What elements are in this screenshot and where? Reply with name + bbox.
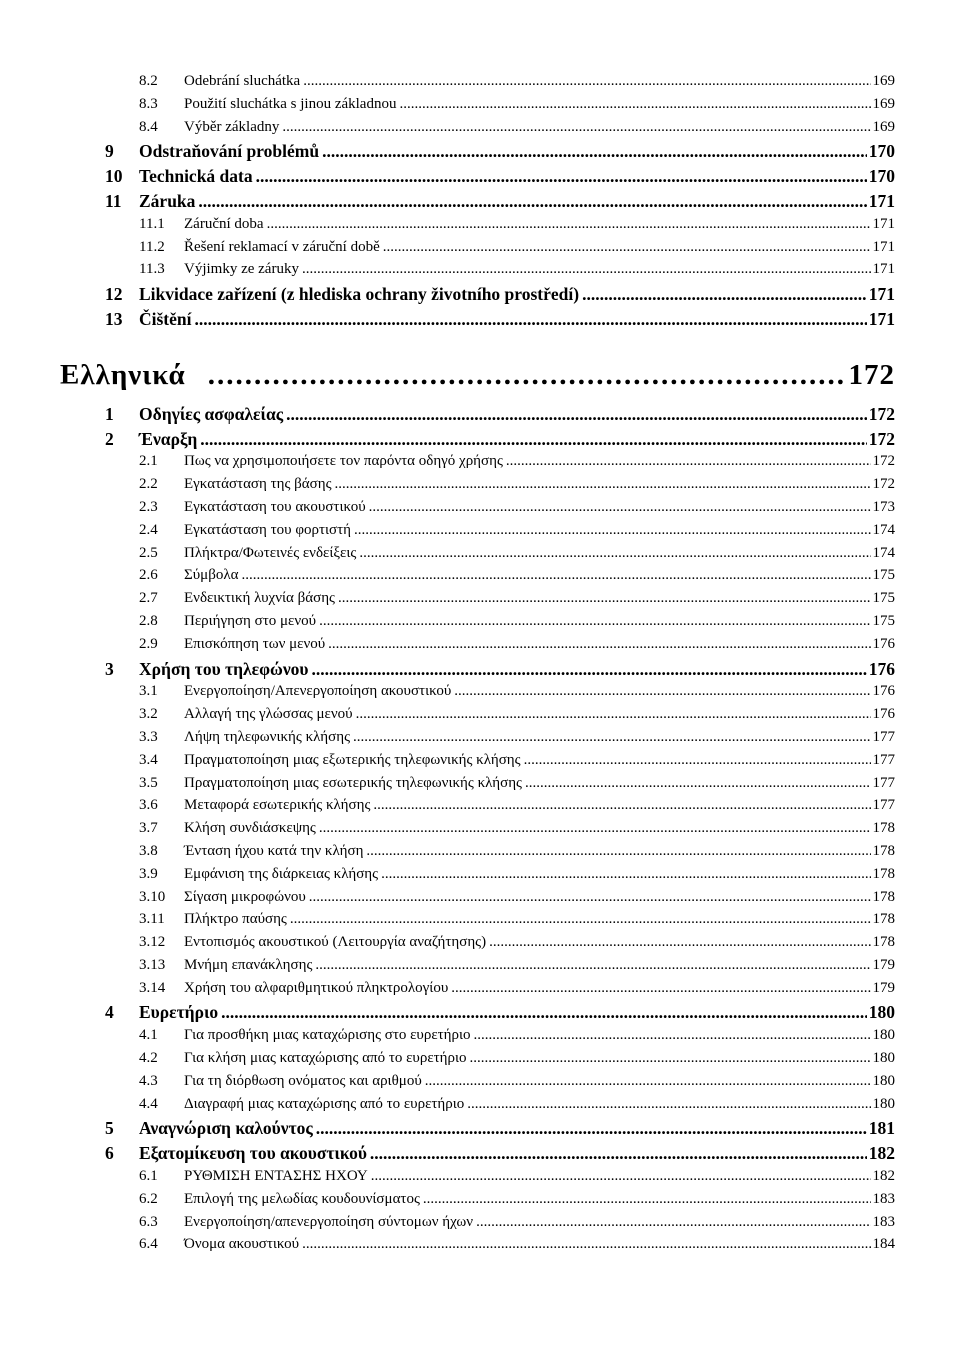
toc-subsection-entry	[0, 683, 954, 706]
dot-leader	[474, 1027, 871, 1044]
entry-title: Όνομα ακουστικού	[184, 1236, 300, 1253]
entry-page-number: 171	[868, 190, 895, 211]
entry-title: Μνήμη επανάκλησης	[184, 956, 313, 973]
entry-number: 4	[105, 1002, 114, 1023]
toc-subsection-entry	[0, 775, 954, 798]
toc-chapter-entry	[0, 429, 954, 454]
entry-number: 8.2	[139, 73, 158, 89]
entry-title: Řešení reklamací v záruční době	[184, 238, 380, 255]
dot-leader	[303, 73, 870, 90]
entry-title: Έναρξη	[139, 428, 198, 449]
entry-title: Εντοπισμός ακουστικού (Λειτουργία αναζήτησης)	[184, 934, 487, 951]
entry-number: 2.2	[139, 476, 158, 493]
dot-leader	[470, 1050, 871, 1067]
entry-title: Κλήση συνδιάσκεψης	[184, 820, 316, 837]
entry-title: Εγκατάσταση του ακουστικού	[184, 498, 366, 515]
entry-page-number: 180	[872, 1095, 895, 1112]
entry-number: 6.2	[139, 1190, 158, 1207]
toc-subsection-entry	[0, 843, 954, 866]
entry-title: Odstraňování problémů	[139, 141, 320, 162]
dot-leader	[322, 141, 867, 162]
toc-subsection-entry	[0, 119, 954, 142]
entry-title: Výjimky ze záruky	[184, 261, 299, 278]
dot-leader	[354, 522, 871, 539]
entry-number: 3.10	[139, 888, 166, 905]
entry-title: Záruka	[139, 190, 196, 211]
dot-leader	[208, 359, 843, 392]
toc-subsection-entry	[0, 545, 954, 568]
toc-subsection-entry	[0, 752, 954, 775]
entry-title: Εξατομίκευση του ακουστικού	[139, 1143, 367, 1164]
toc-chapter-entry	[0, 659, 954, 684]
entry-page-number: 169	[872, 95, 895, 112]
entry-page-number: 170	[868, 141, 895, 162]
entry-page-number: 175	[872, 590, 895, 607]
entry-number: 3.5	[139, 774, 158, 791]
dot-leader	[315, 957, 870, 974]
entry-number: 2.7	[139, 590, 158, 607]
entry-number: 13	[105, 308, 123, 329]
toc-subsection-entry	[0, 590, 954, 613]
toc-section-czech	[0, 73, 954, 334]
toc-subsection-entry	[0, 820, 954, 843]
dot-leader	[241, 567, 870, 584]
entry-number: 3	[105, 658, 114, 679]
dot-leader	[425, 1073, 871, 1090]
toc-subsection-entry	[0, 73, 954, 96]
entry-page-number: 177	[872, 751, 895, 768]
entry-page-number: 172	[868, 403, 895, 424]
entry-title: Λήψη τηλεφωνικής κλήσης	[184, 728, 351, 745]
toc-subsection-entry	[0, 1050, 954, 1073]
entry-title: Záruční doba	[184, 215, 264, 232]
toc-subsection-entry	[0, 1073, 954, 1096]
entry-page-number: 176	[872, 635, 895, 652]
entry-page-number: 174	[872, 544, 895, 561]
dot-leader	[319, 613, 870, 630]
entry-page-number: 177	[872, 728, 895, 745]
entry-number: 9	[105, 141, 114, 162]
entry-page-number: 177	[872, 774, 895, 791]
entry-page-number: 171	[868, 308, 895, 329]
entry-number: 3.4	[139, 751, 158, 768]
entry-number: 2.5	[139, 544, 158, 561]
dot-leader	[476, 1214, 870, 1231]
toc-chapter-entry	[0, 1143, 954, 1168]
entry-page-number: 178	[872, 934, 895, 951]
entry-title: Čištění	[139, 308, 192, 329]
entry-page-number: 175	[872, 567, 895, 584]
dot-leader	[302, 1236, 870, 1253]
toc-chapter-entry	[0, 191, 954, 216]
dot-leader	[282, 119, 870, 136]
dot-leader	[256, 166, 867, 187]
toc-subsection-entry	[0, 216, 954, 239]
entry-page-number: 172	[872, 476, 895, 493]
entry-number: 4.3	[139, 1072, 158, 1089]
entry-title: Για προσθήκη μιας καταχώρισης στο ευρετήριο	[184, 1027, 471, 1044]
entry-title: Οδηγίες ασφαλείας	[139, 403, 284, 424]
toc-chapter-entry	[0, 284, 954, 309]
entry-number: 3.2	[139, 706, 158, 723]
entry-title: Εγκατάσταση του φορτιστή	[184, 521, 351, 538]
entry-page-number: 172	[872, 453, 895, 470]
entry-page-number: 178	[872, 842, 895, 859]
entry-number: 4.2	[139, 1050, 158, 1067]
entry-page-number: 178	[872, 911, 895, 928]
dot-leader	[370, 1143, 867, 1164]
entry-number: 5	[105, 1118, 114, 1139]
toc-subsection-entry	[0, 889, 954, 912]
entry-title: Ευρετήριο	[139, 1002, 219, 1023]
entry-number: 6.3	[139, 1213, 158, 1230]
toc-subsection-entry	[0, 1236, 954, 1259]
entry-page-number: 169	[872, 118, 895, 135]
entry-number: 12	[105, 284, 123, 305]
entry-page-number: 182	[872, 1168, 895, 1185]
entry-title: Διαγραφή μιας καταχώρισης από το ευρετήριο	[184, 1095, 465, 1112]
entry-number: 4.1	[139, 1027, 158, 1044]
dot-leader	[309, 889, 871, 906]
dot-leader	[312, 659, 867, 680]
entry-page-number: 184	[872, 1236, 895, 1253]
toc-subsection-entry	[0, 797, 954, 820]
entry-page-number: 180	[868, 1002, 895, 1023]
toc-subsection-entry	[0, 567, 954, 590]
entry-number: 2.4	[139, 521, 158, 538]
dot-leader	[489, 934, 870, 951]
dot-leader	[319, 820, 871, 837]
entry-page-number: 171	[872, 238, 895, 255]
entry-number: 3.13	[139, 956, 166, 973]
dot-leader	[198, 191, 866, 212]
entry-title: Επισκόπηση των μενού	[184, 635, 326, 652]
dot-leader	[524, 752, 871, 769]
entry-page-number: 172	[868, 428, 895, 449]
entry-title: Χρήση του αλφαριθμητικού πληκτρολογίου	[184, 979, 449, 996]
dot-leader	[525, 775, 871, 792]
entry-number: 3.9	[139, 865, 158, 882]
toc-subsection-entry	[0, 96, 954, 119]
entry-title: Výběr základny	[184, 118, 280, 135]
entry-title: Αλλαγή της γλώσσας μενού	[184, 706, 353, 723]
dot-leader	[399, 96, 870, 113]
dot-leader	[381, 866, 870, 883]
entry-title: Για τη διόρθωση ονόματος και αριθμού	[184, 1072, 422, 1089]
entry-number: 3.1	[139, 683, 158, 700]
entry-title: Ενεργοποίηση/απενεργοποίηση σύντομων ήχων	[184, 1213, 474, 1230]
entry-number: 3.3	[139, 728, 158, 745]
toc-chapter-entry	[0, 166, 954, 191]
entry-number: 2.6	[139, 567, 158, 584]
entry-number: 3.6	[139, 797, 158, 814]
dot-leader	[582, 284, 867, 305]
toc-chapter-entry	[0, 1002, 954, 1027]
dot-leader	[467, 1096, 870, 1113]
toc-subsection-entry	[0, 1096, 954, 1119]
toc-subsection-entry	[0, 476, 954, 499]
entry-page-number: 178	[872, 865, 895, 882]
entry-number: 10	[105, 166, 123, 187]
entry-title: Odebrání sluchátka	[184, 73, 301, 89]
entry-number: 3.8	[139, 842, 158, 859]
entry-number: 2.1	[139, 453, 158, 470]
dot-leader	[221, 1002, 867, 1023]
dot-leader	[267, 216, 871, 233]
entry-number: 6.4	[139, 1236, 158, 1253]
entry-page-number: 176	[868, 658, 895, 679]
dot-leader	[359, 545, 870, 562]
toc-chapter-entry	[0, 1118, 954, 1143]
dot-leader	[302, 261, 871, 278]
entry-title: Likvidace zařízení (z hlediska ochrany životního prostředí)	[139, 284, 580, 305]
language-heading-title: Ελληνικά	[60, 358, 186, 391]
toc-subsection-entry	[0, 453, 954, 476]
toc-chapter-entry	[0, 309, 954, 334]
entry-page-number: 181	[868, 1118, 895, 1139]
entry-page-number: 183	[872, 1190, 895, 1207]
entry-number: 1	[105, 403, 114, 424]
entry-number: 2.3	[139, 498, 158, 515]
entry-page-number: 176	[872, 706, 895, 723]
entry-page-number: 180	[872, 1072, 895, 1089]
entry-number: 4.4	[139, 1095, 158, 1112]
entry-page-number: 170	[868, 166, 895, 187]
entry-number: 6.1	[139, 1168, 158, 1185]
entry-number: 11.2	[139, 238, 165, 255]
toc-subsection-entry	[0, 1214, 954, 1237]
dot-leader	[366, 843, 870, 860]
dot-leader	[451, 980, 870, 997]
toc-subsection-entry	[0, 1191, 954, 1214]
entry-page-number: 169	[872, 73, 895, 89]
entry-number: 8.4	[139, 118, 158, 135]
entry-title: Πραγματοποίηση μιας εξωτερικής τηλεφωνικής κλήσης	[184, 751, 521, 768]
entry-title: Εγκατάσταση της βάσης	[184, 476, 332, 493]
dot-leader	[353, 729, 870, 746]
entry-page-number: 171	[868, 284, 895, 305]
toc-chapter-entry	[0, 404, 954, 429]
entry-title: Για κλήση μιας καταχώρισης από το ευρετήριο	[184, 1050, 467, 1067]
entry-title: Σύμβολα	[184, 567, 239, 584]
entry-page-number: 171	[872, 215, 895, 232]
dot-leader	[383, 239, 871, 256]
entry-number: 6	[105, 1143, 114, 1164]
entry-number: 3.7	[139, 820, 158, 837]
entry-page-number: 182	[868, 1143, 895, 1164]
entry-page-number: 180	[872, 1027, 895, 1044]
toc-subsection-entry	[0, 1027, 954, 1050]
toc-subsection-entry	[0, 934, 954, 957]
dot-leader	[338, 590, 871, 607]
dot-leader	[369, 499, 871, 516]
entry-number: 11.3	[139, 261, 165, 278]
entry-number: 2.8	[139, 612, 158, 629]
entry-title: Technická data	[139, 166, 253, 187]
entry-page-number: 180	[872, 1050, 895, 1067]
entry-number: 8.3	[139, 95, 158, 112]
toc-subsection-entry	[0, 1168, 954, 1191]
dot-leader	[195, 309, 867, 330]
toc-subsection-entry	[0, 613, 954, 636]
entry-page-number: 171	[872, 261, 895, 278]
dot-leader	[423, 1191, 871, 1208]
entry-number: 2.9	[139, 635, 158, 652]
toc-chapter-entry	[0, 141, 954, 166]
dot-leader	[371, 1168, 871, 1185]
entry-page-number: 176	[872, 683, 895, 700]
toc-subsection-entry	[0, 499, 954, 522]
dot-leader	[335, 476, 871, 493]
entry-number: 2	[105, 428, 114, 449]
entry-number: 3.12	[139, 934, 166, 951]
entry-title: Χρήση του τηλεφώνου	[139, 658, 309, 679]
entry-page-number: 174	[872, 521, 895, 538]
toc-section-greek	[0, 404, 954, 1259]
dot-leader	[290, 911, 871, 928]
toc-subsection-entry	[0, 866, 954, 889]
dot-leader	[328, 636, 870, 653]
entry-page-number: 178	[872, 888, 895, 905]
entry-title: Použití sluchátka s jinou základnou	[184, 95, 397, 112]
entry-title: Πραγματοποίηση μιας εσωτερικής τηλεφωνικής κλήσης	[184, 774, 522, 791]
toc-subsection-entry	[0, 911, 954, 934]
entry-title: Αναγνώριση καλούντος	[139, 1118, 313, 1139]
dot-leader	[286, 404, 867, 425]
dot-leader	[200, 429, 866, 450]
entry-title: Ενεργοποίηση/Απενεργοποίηση ακουστικού	[184, 683, 452, 700]
entry-title: Περιήγηση στο μενού	[184, 612, 317, 629]
entry-page-number: 178	[872, 820, 895, 837]
entry-number: 11	[105, 190, 122, 211]
entry-title: Σίγαση μικροφώνου	[184, 888, 306, 905]
entry-page-number: 175	[872, 612, 895, 629]
entry-title: Εμφάνιση της διάρκειας κλήσης	[184, 865, 379, 882]
toc-subsection-entry	[0, 957, 954, 980]
table-of-contents	[0, 73, 954, 1259]
toc-subsection-entry	[0, 239, 954, 262]
dot-leader	[454, 683, 870, 700]
entry-title: ΡΥΘΜΙΣΗ ΕΝΤΑΣΗΣ ΗΧΟΥ	[184, 1168, 368, 1185]
language-heading-page: 172	[848, 358, 895, 391]
entry-number: 3.14	[139, 979, 166, 996]
entry-page-number: 183	[872, 1213, 895, 1230]
dot-leader	[373, 797, 870, 814]
entry-title: Πως να χρησιμοποιήσετε τον παρόντα οδηγό χρήσης	[184, 453, 503, 470]
dot-leader	[506, 453, 871, 470]
entry-title: Μεταφορά εσωτερικής κλήσης	[184, 797, 371, 814]
entry-page-number: 173	[872, 498, 895, 515]
language-heading	[0, 346, 954, 404]
entry-title: Ενδεικτική λυχνία βάσης	[184, 590, 335, 607]
toc-subsection-entry	[0, 729, 954, 752]
entry-page-number: 177	[872, 797, 895, 814]
toc-subsection-entry	[0, 522, 954, 545]
dot-leader	[316, 1118, 867, 1139]
entry-number: 11.1	[139, 215, 165, 232]
dot-leader	[356, 706, 871, 723]
entry-number: 3.11	[139, 911, 165, 928]
entry-page-number: 179	[872, 956, 895, 973]
toc-subsection-entry	[0, 980, 954, 1003]
entry-page-number: 179	[872, 979, 895, 996]
entry-title: Επιλογή της μελωδίας κουδουνίσματος	[184, 1190, 420, 1207]
entry-title: Ένταση ήχου κατά την κλήση	[184, 842, 364, 859]
toc-subsection-entry	[0, 706, 954, 729]
entry-title: Πλήκτρο παύσης	[184, 911, 287, 928]
toc-subsection-entry	[0, 636, 954, 659]
entry-title: Πλήκτρα/Φωτεινές ενδείξεις	[184, 544, 357, 561]
toc-subsection-entry	[0, 261, 954, 284]
